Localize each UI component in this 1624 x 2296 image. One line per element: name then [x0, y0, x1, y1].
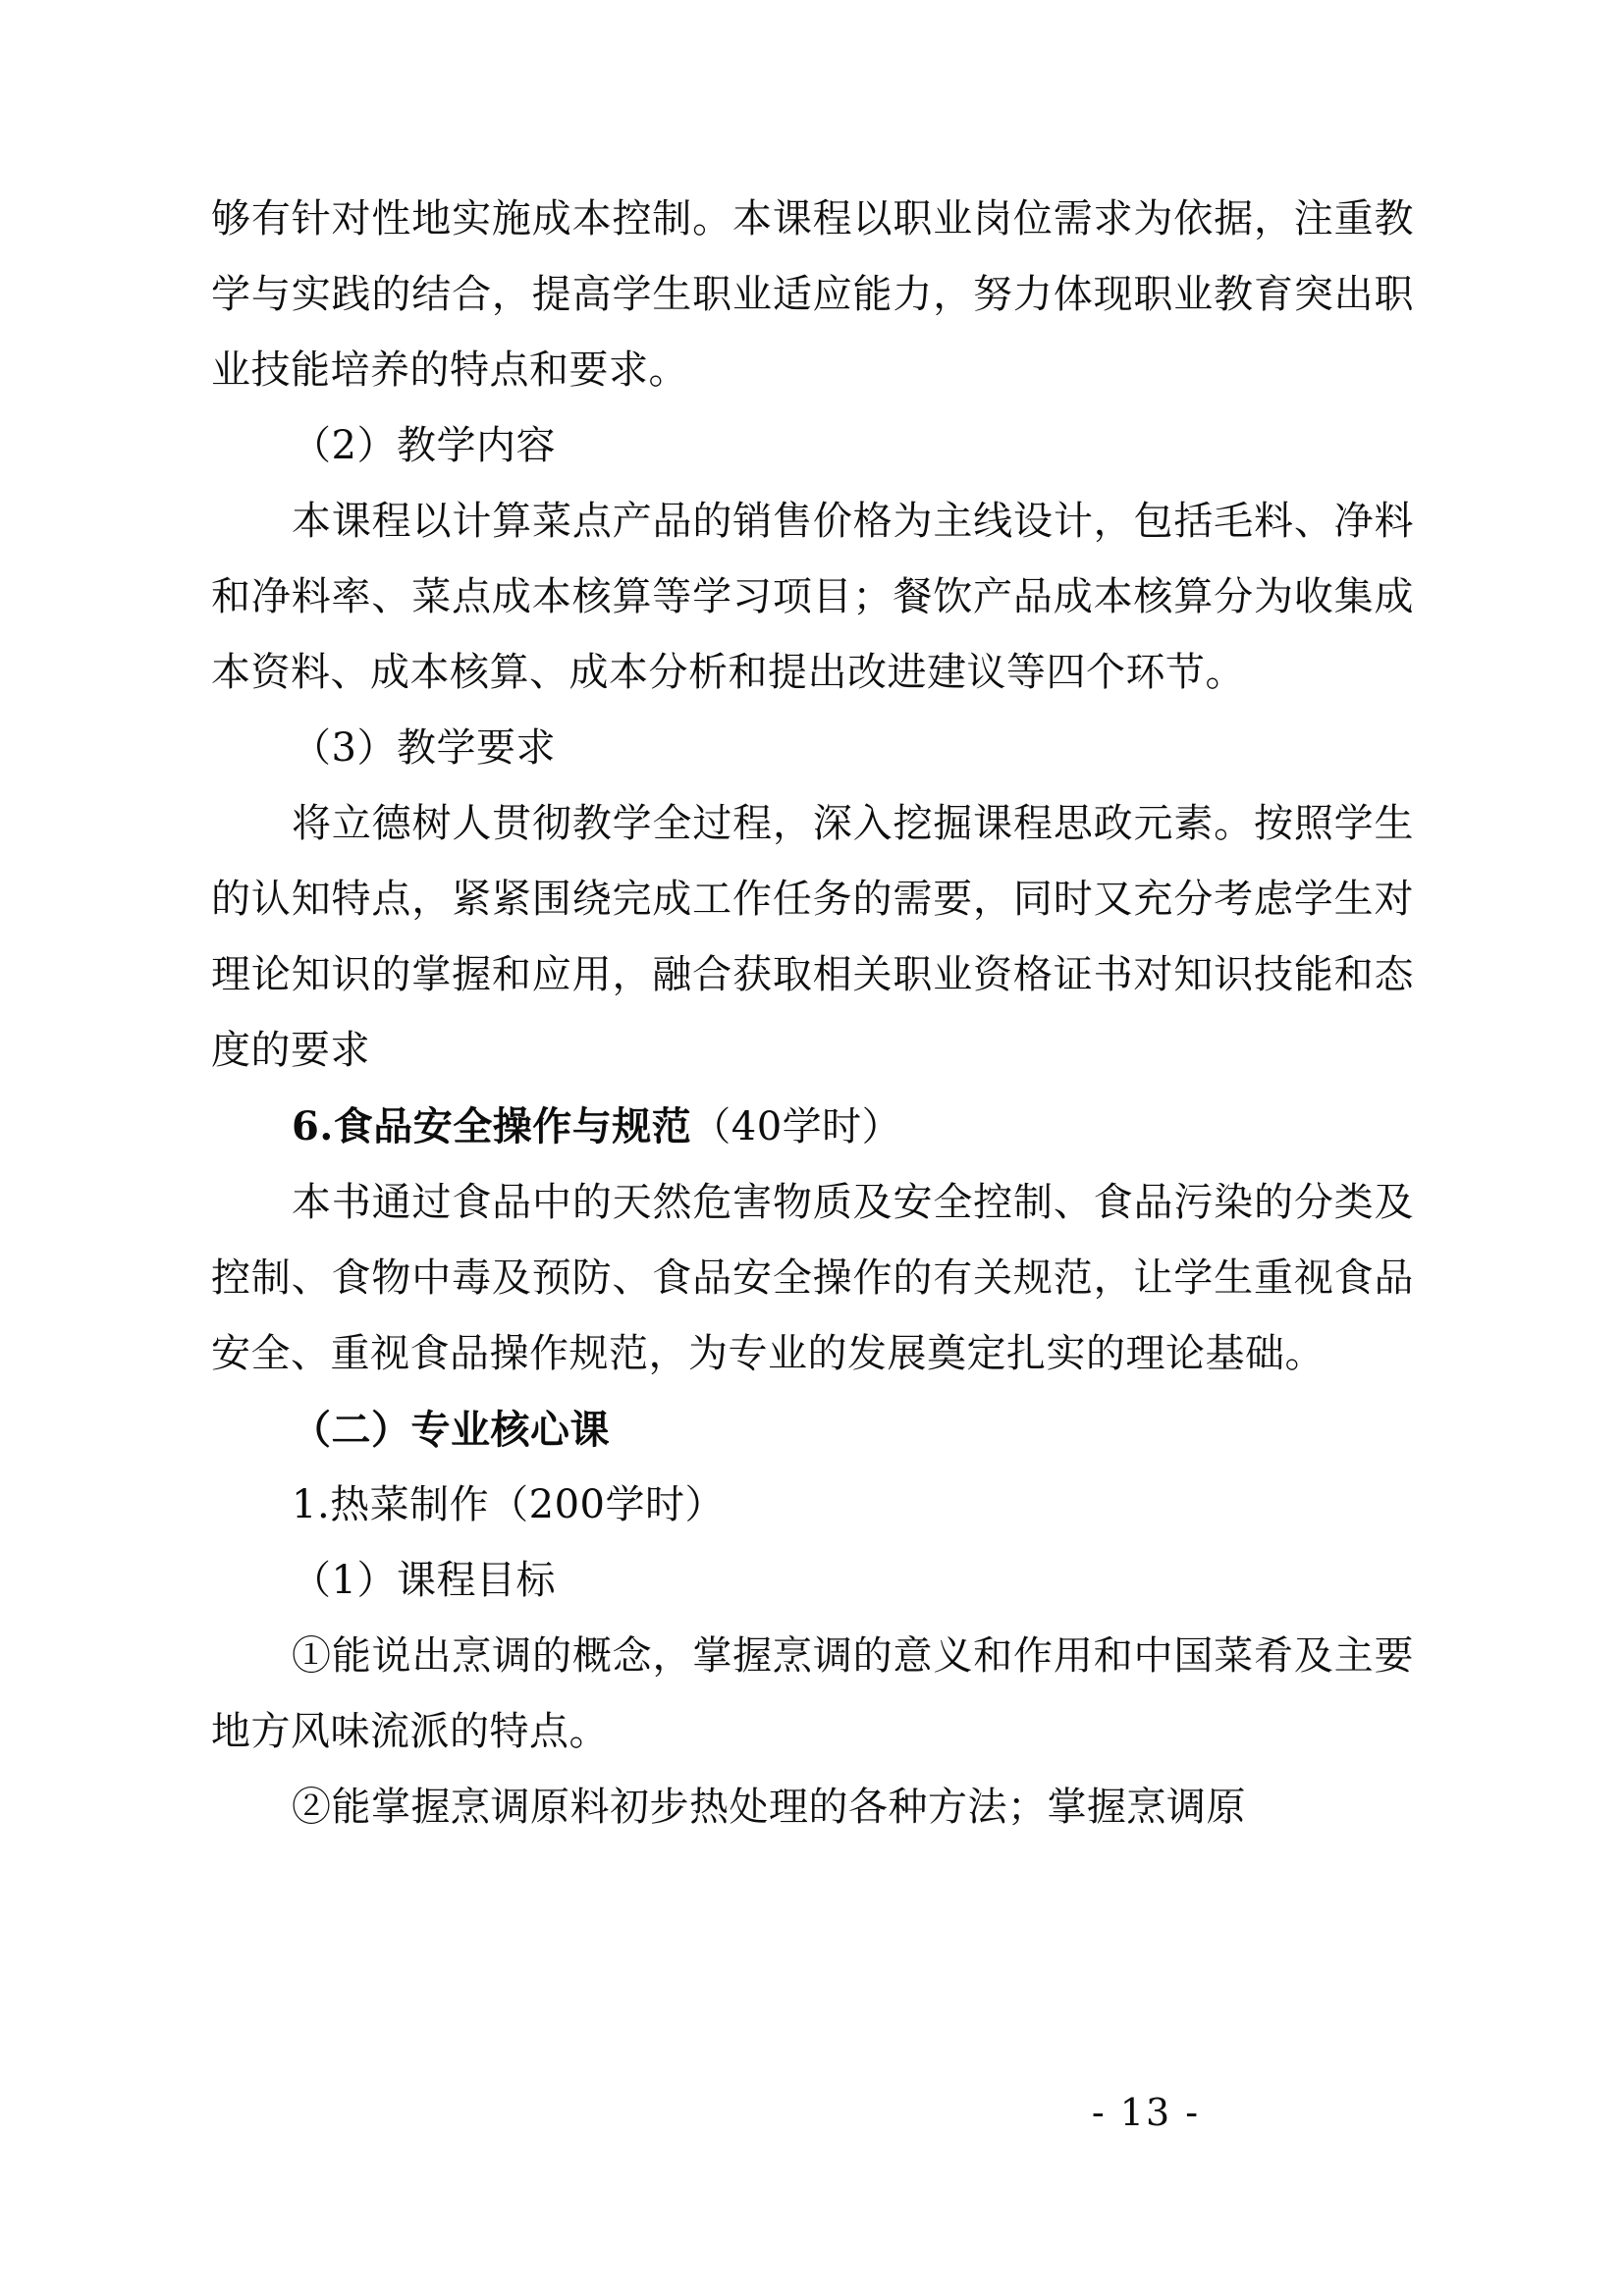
paragraph-teaching-requirements: 将立德树人贯彻教学全过程，深入挖掘课程思政元素。按照学生的认知特点，紧紧围绕完成工作任务的需要，同时又充分考虑学生对理论知识的掌握和应用，融合获取相关职业资格证书对知识技能和态度的要求 [211, 801, 1414, 1073]
heading-course-goal: （1）课程目标 [292, 1558, 556, 1603]
heading-hot-dishes: 1.热菜制作（200学时） [292, 1482, 726, 1527]
heading-teaching-content: （2）教学内容 [292, 423, 556, 468]
paragraph-goal-1: ①能说出烹调的概念，掌握烹调的意义和作用和中国菜肴及主要地方风味流派的特点。 [211, 1633, 1414, 1754]
page-number: - 13 - [1091, 2091, 1201, 2134]
heading-food-safety-hours: （40学时） [691, 1104, 902, 1149]
heading-teaching-requirements: （3）教学要求 [292, 725, 556, 771]
heading-food-safety [211, 1089, 1414, 1165]
paragraph-food-safety: 本书通过食品中的天然危害物质及安全控制、食品污染的分类及控制、食物中毒及预防、食品安全操作的有关规范，让学生重视食品安全、重视食品操作规范，为专业的发展奠定扎实的理论基础。 [211, 1180, 1414, 1376]
page-body [211, 182, 1414, 1845]
page-number-footer [0, 2091, 1624, 2134]
heading-food-safety-bold: 6.食品安全操作与规范 [292, 1103, 692, 1149]
paragraph-goal-2: ②能掌握烹调原料初步热处理的各种方法；掌握烹调原 [292, 1785, 1246, 1830]
paragraph-continuation: 够有针对性地实施成本控制。本课程以职业岗位需求为依据，注重教学与实践的结合，提高学生职业适应能力，努力体现职业教育突出职业技能培养的特点和要求。 [211, 196, 1414, 393]
paragraph-teaching-content: 本课程以计算菜点产品的销售价格为主线设计，包括毛料、净料和净料率、菜点成本核算等学习项目；餐饮产品成本核算分为收集成本资料、成本核算、成本分析和提出改进建议等四个环节。 [211, 499, 1414, 695]
heading-core-courses: （二）专业核心课 [292, 1407, 610, 1453]
